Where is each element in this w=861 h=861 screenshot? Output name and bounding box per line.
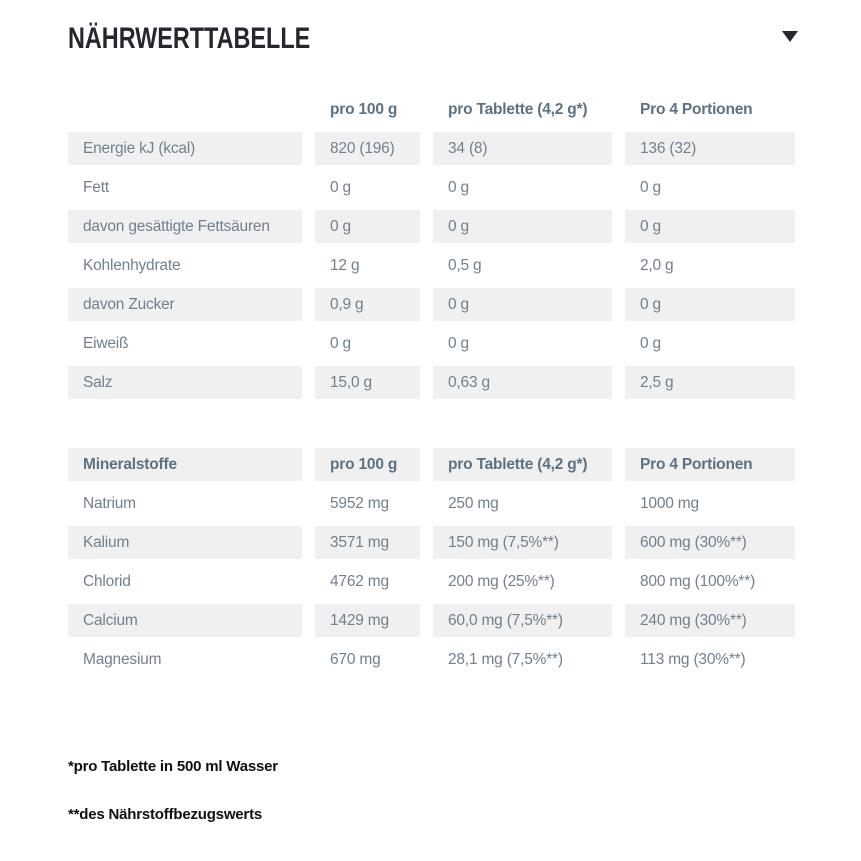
value-per-tablet: 0,63 g <box>433 366 612 399</box>
column-header-per-4-portions: Pro 4 Portionen <box>625 448 795 481</box>
value-per-4-portions: 113 mg (30%**) <box>640 650 746 668</box>
value-per-tablet: 150 mg (7,5%**) <box>433 526 612 559</box>
value-per-100g: 0 g <box>330 178 351 196</box>
value-per-100g: 5952 mg <box>330 494 389 512</box>
value-per-tablet: 0 g <box>448 334 469 352</box>
value-per-100g: 3571 mg <box>315 526 420 559</box>
column-header-per-100g: pro 100 g <box>315 448 420 481</box>
value-per-4-portions: 240 mg (30%**) <box>625 604 795 637</box>
value-per-4-portions: 800 mg (100%**) <box>640 572 756 590</box>
chevron-down-icon[interactable] <box>782 31 798 42</box>
value-per-tablet: 250 mg <box>448 494 499 512</box>
row-label: Eiweiß <box>83 334 129 352</box>
minerals-table <box>68 448 798 676</box>
value-per-100g: 820 (196) <box>315 132 420 165</box>
value-per-100g: 15,0 g <box>315 366 420 399</box>
column-header-empty <box>68 93 302 126</box>
row-label: davon gesättigte Fettsäuren <box>68 210 302 243</box>
footnote-tablet-water: *pro Tablette in 500 ml Wasser <box>68 758 278 775</box>
column-header-per-100g: pro 100 g <box>330 100 398 118</box>
value-per-4-portions: 1000 mg <box>640 494 699 512</box>
row-label: Fett <box>83 178 109 196</box>
row-label: Chlorid <box>83 572 131 590</box>
page-title: NÄHRWERTTABELLE <box>68 22 311 55</box>
value-per-100g: 670 mg <box>330 650 381 668</box>
row-label: Calcium <box>68 604 302 637</box>
value-per-100g: 1429 mg <box>315 604 420 637</box>
row-label: Magnesium <box>83 650 162 668</box>
row-label: Kalium <box>68 526 302 559</box>
column-header-per-tablet: pro Tablette (4,2 g*) <box>448 100 588 118</box>
value-per-100g: 0 g <box>330 334 351 352</box>
row-label: Energie kJ (kcal) <box>68 132 302 165</box>
row-label: davon Zucker <box>68 288 302 321</box>
value-per-tablet: 0 g <box>448 178 469 196</box>
value-per-4-portions: 0 g <box>640 334 661 352</box>
value-per-tablet: 0 g <box>433 288 612 321</box>
value-per-4-portions: 2,0 g <box>640 256 674 274</box>
value-per-tablet: 60,0 mg (7,5%**) <box>433 604 612 637</box>
value-per-4-portions: 600 mg (30%**) <box>625 526 795 559</box>
value-per-tablet: 28,1 mg (7,5%**) <box>448 650 563 668</box>
value-per-tablet: 0 g <box>433 210 612 243</box>
row-label: Kohlenhydrate <box>83 256 181 274</box>
value-per-100g: 0,9 g <box>315 288 420 321</box>
value-per-4-portions: 0 g <box>640 178 661 196</box>
value-per-100g: 4762 mg <box>330 572 389 590</box>
value-per-4-portions: 2,5 g <box>625 366 795 399</box>
value-per-100g: 0 g <box>315 210 420 243</box>
column-header-per-tablet: pro Tablette (4,2 g*) <box>433 448 612 481</box>
column-header-per-4-portions: Pro 4 Portionen <box>640 100 753 118</box>
nutrition-table <box>68 93 798 399</box>
value-per-4-portions: 0 g <box>625 210 795 243</box>
row-label: Salz <box>68 366 302 399</box>
column-header-minerals: Mineralstoffe <box>68 448 302 481</box>
value-per-tablet: 200 mg (25%**) <box>448 572 555 590</box>
row-label: Natrium <box>83 494 136 512</box>
accordion-header[interactable] <box>68 24 798 56</box>
value-per-4-portions: 0 g <box>625 288 795 321</box>
value-per-100g: 12 g <box>330 256 360 274</box>
value-per-4-portions: 136 (32) <box>625 132 795 165</box>
value-per-tablet: 0,5 g <box>448 256 482 274</box>
footnote-nrv: **des Nährstoffbezugswerts <box>68 806 263 823</box>
value-per-tablet: 34 (8) <box>433 132 612 165</box>
